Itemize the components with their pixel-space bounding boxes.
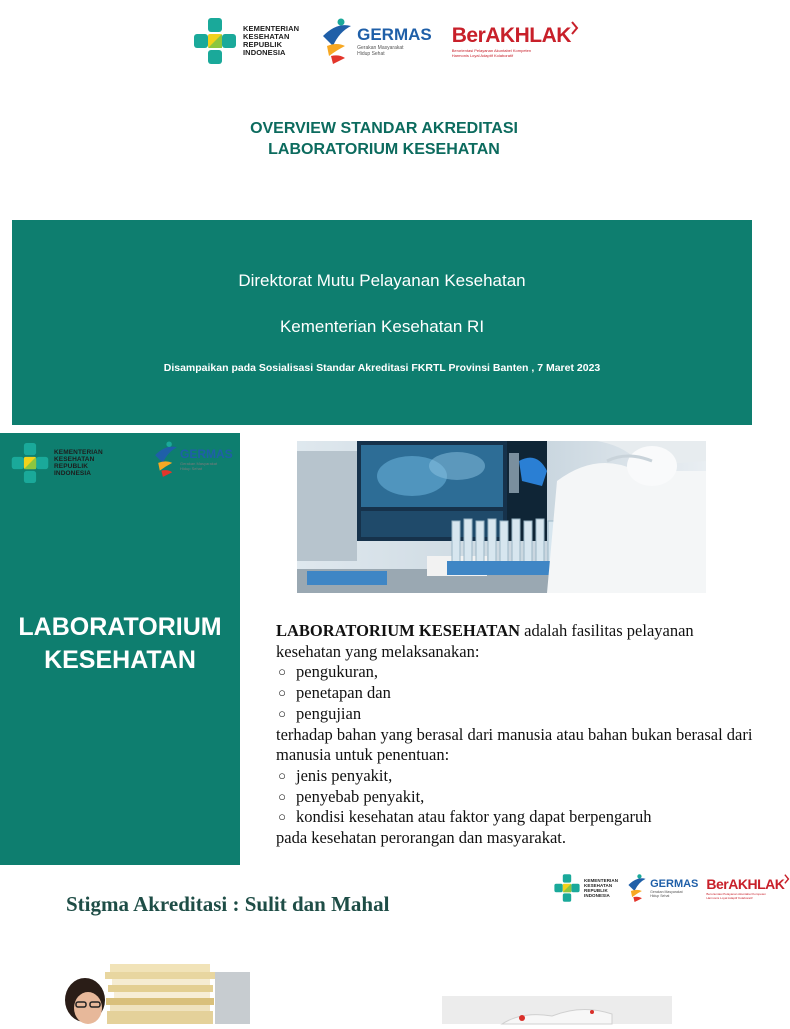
kemenkes-text-line: REPUBLIK (584, 888, 608, 893)
slide3-title: Stigma Akreditasi : Sulit dan Mahal (66, 892, 390, 916)
definition-intro-rest: adalah fasilitas pelayanan kesehatan yang melaksanakan: (276, 621, 694, 661)
slide1-title-line: LABORATORIUM KESEHATAN (268, 141, 500, 158)
berakhlak-subtitle: Berorientasi Pelayanan Akuntabel Kompeten (706, 892, 766, 896)
list-item-text: pengukuran, (296, 662, 379, 682)
kemenkes-text-line: KESEHATAN (243, 32, 290, 41)
slide1-title (0, 118, 768, 160)
berakhlak-subtitle: Berorientasi Pelayanan Akuntabel Kompeten (451, 48, 532, 53)
berakhlak-subtitle: Harmonis Loyal Adaptif Kolaboratif (706, 896, 753, 900)
kemenkes-text-line: REPUBLIK (54, 463, 89, 470)
list-item-text: penetapan dan (296, 683, 391, 703)
slide1-logo-row (192, 16, 579, 66)
map-photo (442, 996, 672, 1024)
kemenkes-text-line: KEMENTERIAN (54, 449, 103, 456)
slide3-logo-row (553, 872, 790, 904)
germas-figure-icon (626, 872, 648, 904)
slide1-banner (12, 220, 752, 425)
kemenkes-emblem-icon (10, 441, 50, 485)
germas-wordmark: GERMAS (180, 447, 233, 461)
panel-title-line: LABORATORIUM (18, 613, 222, 641)
kemenkes-emblem-icon (192, 16, 238, 66)
list-item (276, 766, 756, 787)
kemenkes-logo (192, 16, 299, 66)
lab-definition-text (276, 621, 756, 849)
definition-intro (276, 621, 756, 662)
germas-subtitle: Hidup Sehat (180, 466, 203, 471)
kemenkes-text-line: INDONESIA (54, 470, 92, 477)
list-item (276, 787, 756, 808)
germas-wordmark: GERMAS (357, 25, 432, 44)
list-item-text: jenis penyakit, (296, 765, 393, 785)
list-item-text: kondisi kesehatan atau faktor yang dapat berpengaruh (296, 807, 652, 827)
kemenkes-text-line: REPUBLIK (243, 40, 283, 49)
list-item (276, 704, 756, 725)
germas-subtitle: Gerakan Masyarakat (357, 45, 404, 51)
germas-subtitle: Hidup Sehat (650, 894, 670, 898)
berakhlak-wordmark: BerAKHLAK (706, 876, 785, 892)
laboratory-photo (297, 441, 706, 593)
kemenkes-text-line: KESEHATAN (54, 456, 95, 463)
definition-middle: terhadap bahan yang berasal dari manusia atau bahan bukan berasal dari manusia untuk penentuan: (276, 724, 753, 765)
berakhlak-logo (706, 876, 790, 900)
bullet-circle-icon: ○ (278, 685, 286, 701)
slide2-side-panel (0, 433, 240, 865)
list-item (276, 807, 756, 828)
banner-directorate: Direktorat Mutu Pelayanan Kesehatan (238, 271, 526, 290)
kemenkes-text-line: KEMENTERIAN (243, 24, 300, 33)
germas-logo (319, 16, 432, 66)
kemenkes-logo (553, 873, 618, 903)
banner-event-note: Disampaikan pada Sosialisasi Standar Akreditasi FKRTL Provinsi Banten , 7 Maret 2023 (163, 362, 601, 374)
kemenkes-text-line: KEMENTERIAN (584, 878, 619, 883)
slide2-germas-logo (152, 435, 233, 483)
kemenkes-text-line: INDONESIA (584, 893, 610, 898)
bullet-circle-icon: ○ (278, 705, 286, 721)
berakhlak-chevron-icon (784, 874, 790, 884)
kemenkes-text-line: KESEHATAN (584, 883, 613, 888)
bullet-circle-icon: ○ (278, 788, 286, 804)
berakhlak-subtitle: Harmonis Loyal Adaptif Kolaboratif (451, 53, 514, 58)
bullet-circle-icon: ○ (278, 664, 286, 680)
germas-figure-icon (152, 435, 180, 483)
list-item-text: pengujian (296, 703, 362, 723)
berakhlak-chevron-icon (571, 21, 579, 35)
germas-subtitle: Gerakan Masyarakat (650, 890, 683, 894)
germas-wordmark: GERMAS (650, 878, 699, 890)
paperwork-photo (50, 962, 250, 1024)
list-item-text: penyebab penyakit, (296, 786, 425, 806)
slide2-panel-title (0, 611, 240, 677)
slide2-kemenkes-logo (10, 441, 103, 485)
germas-figure-icon (319, 16, 355, 66)
berakhlak-logo (452, 24, 579, 58)
definition-term: LABORATORIUM KESEHATAN (276, 621, 521, 640)
bullet-circle-icon: ○ (278, 809, 286, 825)
kemenkes-text-line: INDONESIA (243, 48, 286, 57)
list-item (276, 662, 756, 683)
definition-closing: pada kesehatan perorangan dan masyarakat. (276, 828, 566, 848)
banner-ministry: Kementerian Kesehatan RI (279, 317, 485, 336)
berakhlak-wordmark: BerAKHLAK (451, 24, 571, 47)
kemenkes-emblem-icon (553, 873, 581, 903)
slide1-title-line: OVERVIEW STANDAR AKREDITASI (250, 120, 518, 137)
panel-title-line: KESEHATAN (44, 646, 196, 674)
germas-subtitle: Gerakan Masyarakat (180, 461, 218, 466)
germas-subtitle: Hidup Sehat (357, 51, 385, 57)
germas-logo (626, 872, 698, 904)
list-item (276, 683, 756, 704)
bullet-circle-icon: ○ (278, 767, 286, 783)
